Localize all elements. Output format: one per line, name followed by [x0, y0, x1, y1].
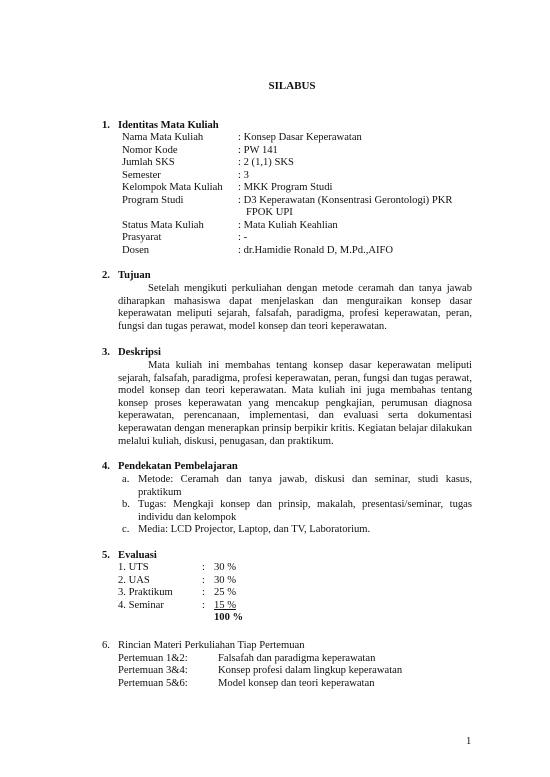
- evaluation-percent: 30 %: [214, 575, 237, 586]
- identity-value: : Konsep Dasar Keperawatan: [238, 132, 362, 143]
- section-3-heading: Deskripsi: [118, 347, 161, 358]
- evaluation-percent: 30 %: [214, 562, 237, 573]
- section-6-heading: Rincian Materi Perkuliahan Tiap Pertemuan: [118, 640, 305, 651]
- identity-label: Dosen: [122, 245, 150, 256]
- list-text: Metode: Ceramah dan tanya jawab, diskusi dan seminar, studi kasus, praktikum: [138, 474, 472, 498]
- evaluation-percent: 25 %: [214, 587, 237, 598]
- evaluation-name: 3. Praktikum: [118, 587, 173, 598]
- tujuan-paragraph: Setelah mengikuti perkuliahan dengan metode ceramah dan tanya jawab diharapkan mahasiswa dapat menjelaskan dan menguraikan konsep dasar keperawatan meliputi sejarah, falsafah, paradigma, profesi keperawatan, peran, fungsi dan tugas perawat, model konsep dan teori keperawatan.: [118, 283, 472, 332]
- section-3-number: 3.: [102, 347, 110, 358]
- identity-label: Nomor Kode: [122, 145, 178, 156]
- evaluation-colon: :: [202, 562, 205, 573]
- identity-label: Prasyarat: [122, 232, 162, 243]
- identity-value: : dr.Hamidie Ronald D, M.Pd.,AIFO: [238, 245, 394, 256]
- meeting-topic: Model konsep dan teori keperawatan: [218, 678, 375, 689]
- identity-label: Kelompok Mata Kuliah: [122, 182, 223, 193]
- deskripsi-paragraph: Mata kuliah ini membahas tentang konsep dasar keperawatan meliputi sejarah, falsafah, paradigma, profesi keperawatan, peran, fungsi dan tugas perawat, model konsep dan teori keperawatan. Mata kuliah ini juga membahas tentang konsep proses keperawatan yang mencakup pengkajian, perumusan diagnosa keperawatan, perencanaan, implementasi, dan evaluasi serta dokumentasi keperawatan dengan menerapkan prinsip berpikir kritis. Kegiatan belajar dilakukan melalui kuliah, diskusi, penugasan, dan praktikum.: [118, 360, 472, 447]
- section-1-heading: Identitas Mata Kuliah: [118, 120, 219, 131]
- section-2-heading: Tujuan: [118, 270, 151, 281]
- section-4-heading: Pendekatan Pembelajaran: [118, 461, 238, 472]
- section-6-number: 6.: [102, 640, 110, 651]
- document-title: SILABUS: [268, 80, 316, 92]
- evaluation-colon: :: [202, 575, 205, 586]
- meeting-label: Pertemuan 3&4:: [118, 665, 188, 676]
- evaluation-colon: :: [202, 600, 205, 611]
- section-5-heading: Evaluasi: [118, 550, 157, 561]
- evaluation-colon: :: [202, 587, 205, 598]
- identity-label: Status Mata Kuliah: [122, 220, 204, 231]
- evaluation-total: 100 %: [214, 612, 244, 623]
- identity-label: Nama Mata Kuliah: [122, 132, 204, 143]
- evaluation-name: 4. Seminar: [118, 600, 164, 611]
- section-2-number: 2.: [102, 270, 110, 281]
- section-1-number: 1.: [102, 120, 110, 131]
- identity-value: : Mata Kuliah Keahlian: [238, 220, 338, 231]
- evaluation-percent: 15 %: [214, 600, 237, 611]
- list-text: Tugas: Mengkaji konsep dan prinsip, makalah, presentasi/seminar, tugas individu dan kelompok: [138, 499, 472, 523]
- identity-label: Semester: [122, 170, 161, 181]
- meeting-topic: Konsep profesi dalam lingkup keperawatan: [218, 665, 403, 676]
- identity-value: : MKK Program Studi: [238, 182, 333, 193]
- identity-value: : 3: [238, 170, 249, 181]
- identity-label: Jumlah SKS: [122, 157, 175, 168]
- section-3-body: [118, 360, 472, 448]
- meeting-label: Pertemuan 1&2:: [118, 653, 188, 664]
- identity-value-continuation: FPOK UPI: [246, 207, 293, 218]
- identity-value: : 2 (1,1) SKS: [238, 157, 294, 168]
- list-text: Media: LCD Projector, Laptop, dan TV, Laboratorium.: [138, 524, 371, 535]
- meeting-topic: Falsafah dan paradigma keperawatan: [218, 653, 376, 664]
- section-5-number: 5.: [102, 550, 110, 561]
- identity-label: Program Studi: [122, 195, 184, 206]
- section-4-number: 4.: [102, 461, 110, 472]
- list-marker: c.: [122, 524, 130, 535]
- meeting-label: Pertemuan 5&6:: [118, 678, 188, 689]
- identity-value: : D3 Keperawatan (Konsentrasi Gerontologi) PKR: [238, 195, 453, 206]
- identity-value: : -: [238, 232, 248, 243]
- list-marker: b.: [122, 499, 130, 510]
- page-number: 1: [466, 736, 472, 747]
- identity-value: : PW 141: [238, 145, 278, 156]
- section-2-body: [118, 283, 472, 333]
- list-marker: a.: [122, 474, 130, 485]
- evaluation-name: 2. UAS: [118, 575, 150, 586]
- evaluation-name: 1. UTS: [118, 562, 149, 573]
